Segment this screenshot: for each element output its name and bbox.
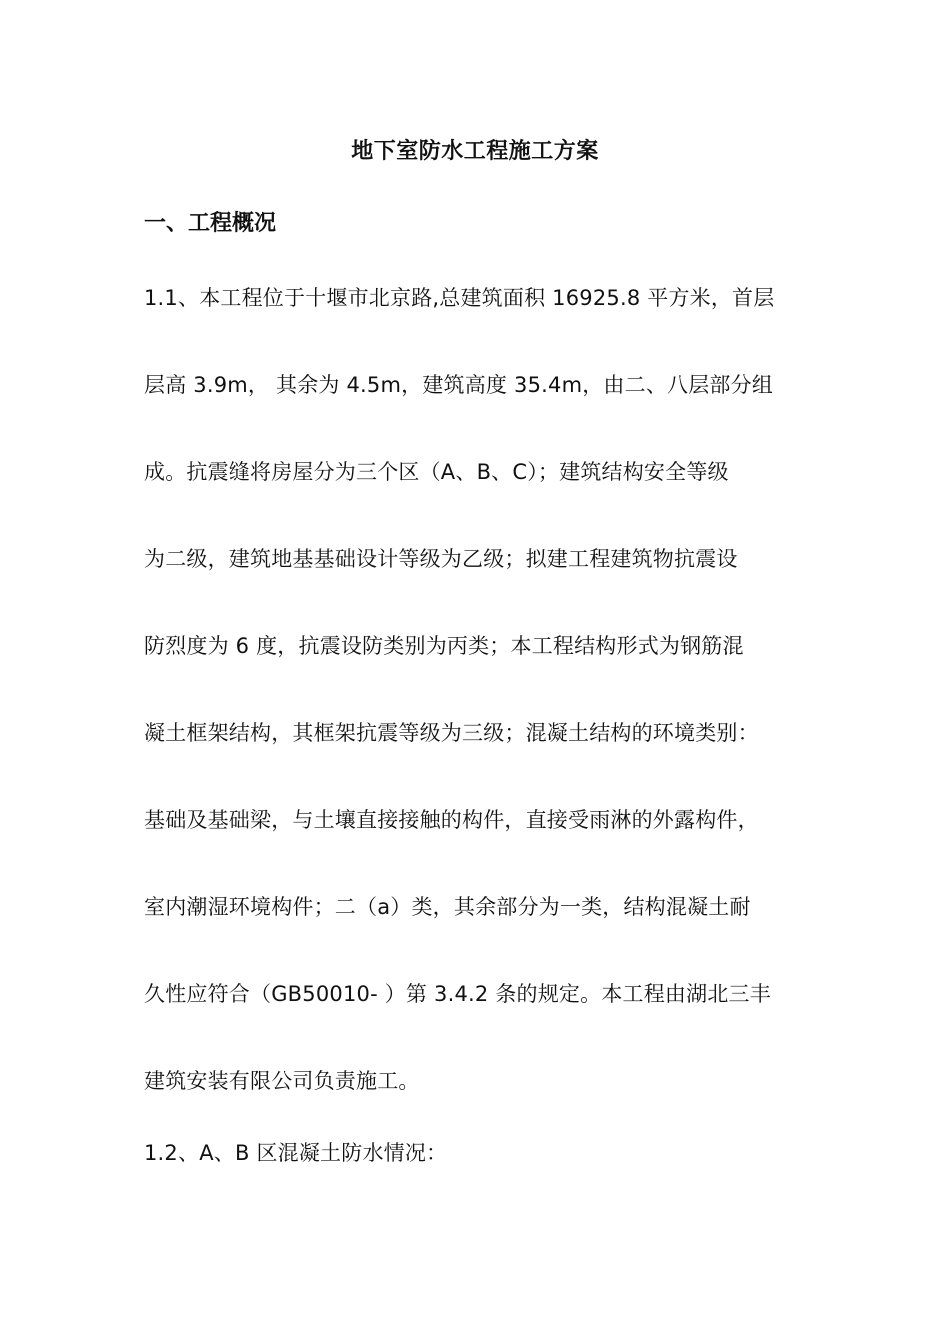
paragraph-line: 久性应符合（GB50010- ）第 3.4.2 条的规定。本工程由湖北三丰 [144,982,771,1006]
paragraph-line: 基础及基础梁，与土壤直接接触的构件，直接受雨淋的外露构件， [144,808,759,832]
paragraph-line: 防烈度为 6 度，抗震设防类别为丙类；本工程结构形式为钢筋混 [144,634,744,658]
paragraph-line: 凝土框架结构，其框架抗震等级为三级；混凝土结构的环境类别： [144,721,759,745]
document-title: 地下室防水工程施工方案 [351,139,599,164]
paragraph-line: 层高 3.9m， 其余为 4.5m，建筑高度 35.4m，由二、八层部分组 [144,373,774,397]
paragraph-line: 为二级，建筑地基基础设计等级为乙级；拟建工程建筑物抗震设 [144,547,738,571]
paragraph-line: 室内潮湿环境构件；二（a）类，其余部分为一类，结构混凝土耐 [144,895,751,919]
paragraph-line: 1.2、A、B 区混凝土防水情况： [144,1141,448,1165]
paragraph-line: 建筑安装有限公司负责施工。 [144,1069,420,1093]
section-heading: 一、工程概况 [144,211,277,236]
paragraph-line: 1.1、本工程位于十堰市北京路,总建筑面积 16925.8 平方米，首层 [144,286,775,310]
paragraph-line: 成。抗震缝将房屋分为三个区（A、B、C）；建筑结构安全等级 [144,460,729,484]
